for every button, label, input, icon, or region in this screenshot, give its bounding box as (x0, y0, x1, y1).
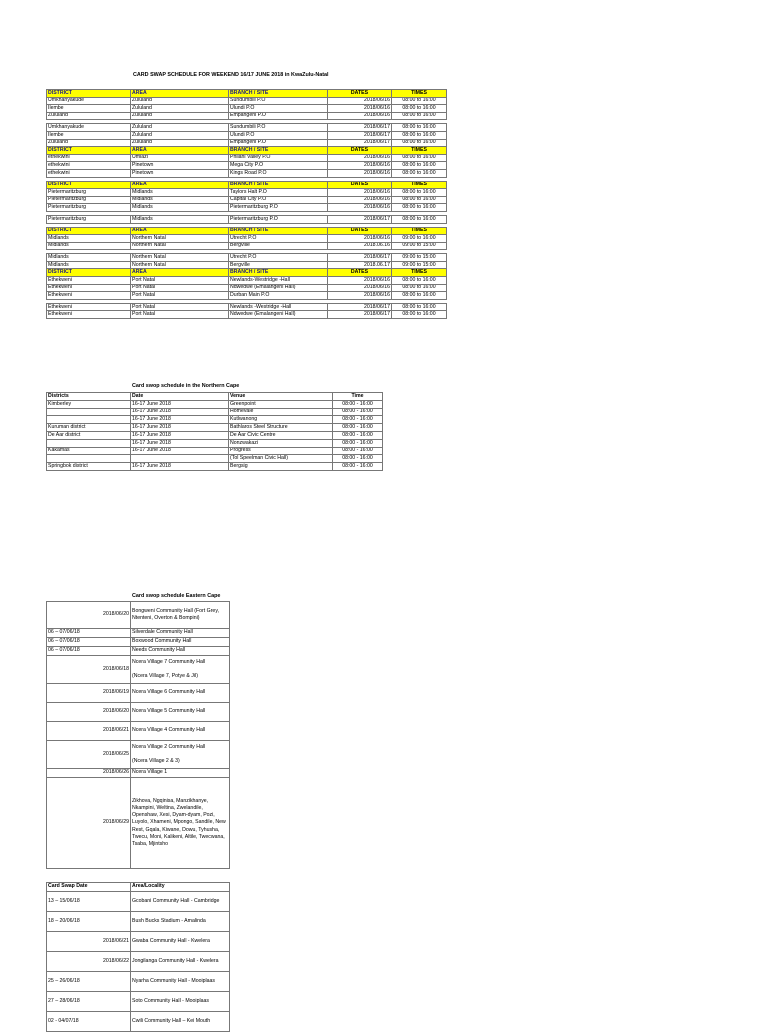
area-cell: Port Natal (131, 284, 229, 292)
date-cell: 2018/06/19 (47, 684, 131, 703)
time-cell: 08:00 - 16:00 (333, 455, 383, 463)
branch-cell: Ulundi P.O (229, 131, 328, 139)
column-header: Card Swap Date (47, 883, 131, 892)
table-header-row (47, 269, 447, 277)
branch-cell: Durban Main P.O (229, 292, 328, 300)
venue-cell: Nyarha Community Hall - Mooiplaas (131, 972, 230, 992)
table-row (47, 124, 447, 132)
time-cell: 08:00 - 16:00 (333, 408, 383, 416)
branch-cell: Bergville (229, 261, 328, 269)
column-header: TIMES (392, 147, 447, 155)
table-row (47, 463, 383, 471)
area-cell: Pinetown (131, 169, 229, 177)
area-cell: Midlands (131, 204, 229, 212)
district-cell: Pietermaritzburg (47, 215, 131, 223)
table-row (47, 778, 230, 869)
table-row (47, 303, 447, 311)
table-row (47, 416, 383, 424)
district-cell: Midlands (47, 261, 131, 269)
table-row (47, 647, 230, 656)
date-cell: 2018/06/16 (328, 97, 392, 105)
district-cell: Pietermaritzburg (47, 196, 131, 204)
time-cell: 08:00 to 16:00 (392, 154, 447, 162)
date-cell: 16-17 June 2018 (131, 400, 229, 408)
district-cell: Ethekweni (47, 292, 131, 300)
table-row (47, 656, 230, 684)
time-cell: 08:00 - 16:00 (333, 416, 383, 424)
time-cell: 08:00 to 16:00 (392, 139, 447, 147)
district-cell: De Aar district (47, 431, 131, 439)
district-cell: Midlands (47, 254, 131, 262)
column-header: BRANCH / SITE (229, 90, 328, 98)
table-row (47, 932, 230, 952)
time-cell: 08:00 - 16:00 (333, 424, 383, 432)
time-cell: 08:00 - 16:00 (333, 400, 383, 408)
date-cell (131, 455, 229, 463)
venue-cell: Boxwood Community Hall (131, 638, 230, 647)
column-header: DATES (328, 147, 392, 155)
table-row (47, 455, 383, 463)
table-row (47, 400, 383, 408)
column-header: Districts (47, 393, 131, 401)
date-cell: 16-17 June 2018 (131, 463, 229, 471)
table-row (47, 204, 447, 212)
date-cell: 2018/06/16 (328, 284, 392, 292)
venue-cell: Bergsig (229, 463, 333, 471)
area-cell: Midlands (131, 196, 229, 204)
column-header: DISTRICT (47, 147, 131, 155)
venue-cell: Ncera Village 2 Community Hall (Ncera Village 2 & 3) (131, 741, 230, 769)
table-row (47, 105, 447, 113)
district-cell: Springbok district (47, 463, 131, 471)
area-cell: Midlands (131, 189, 229, 197)
table-row (47, 162, 447, 170)
area-cell: Port Natal (131, 303, 229, 311)
venue-cell: De Aar Civic Centre (229, 431, 333, 439)
table-row (47, 684, 230, 703)
column-header: TIMES (392, 90, 447, 98)
time-cell: 08:00 - 16:00 (333, 431, 383, 439)
table-header-row (47, 147, 447, 155)
district-cell: Ilembe (47, 131, 131, 139)
date-cell: 2018/06/17 (328, 124, 392, 132)
district-cell (47, 416, 131, 424)
time-cell: 08:00 to 16:00 (392, 112, 447, 120)
ec-title: Card swop schedule Eastern Cape (132, 593, 221, 599)
table-row (47, 638, 230, 647)
time-cell: 08:00 to 16:00 (392, 105, 447, 113)
ec-cardswap-table (46, 882, 230, 1032)
area-cell: Midlands (131, 215, 229, 223)
venue-cell: Ncera Village 7 Community Hall (Ncera Village 7, Potye & Jil) (131, 656, 230, 684)
table-header-row (47, 883, 230, 892)
table-row (47, 447, 383, 455)
column-header: Time (333, 393, 383, 401)
date-cell: 16-17 June 2018 (131, 416, 229, 424)
time-cell: 08:00 to 16:00 (392, 131, 447, 139)
table-header-row (47, 227, 447, 235)
date-cell: 18 – 20/06/18 (47, 912, 131, 932)
table-header-row (47, 393, 383, 401)
time-cell: 08:00 to 16:00 (392, 292, 447, 300)
column-header: AREA (131, 147, 229, 155)
column-header: BRANCH / SITE (229, 269, 328, 277)
time-cell: 08:00 - 16:00 (333, 439, 383, 447)
district-cell: Umkhanyakude (47, 124, 131, 132)
area-cell: Port Natal (131, 311, 229, 319)
table-row (47, 972, 230, 992)
column-header: TIMES (392, 269, 447, 277)
column-header: DISTRICT (47, 90, 131, 98)
table-row (47, 97, 447, 105)
venue-cell: Gwaba Community Hall - Kwelera (131, 932, 230, 952)
area-cell: Northern Natal (131, 242, 229, 250)
table-row (47, 284, 447, 292)
district-cell: Midlands (47, 242, 131, 250)
column-header: Area/Locality (131, 883, 230, 892)
district-cell: Pietermaritzburg (47, 204, 131, 212)
venue-cell: Silverdale Community Hall (131, 629, 230, 638)
date-cell: 2018/06/16 (328, 154, 392, 162)
date-cell: 2018/06/26 (47, 769, 131, 778)
table-row (47, 741, 230, 769)
date-cell: 25 – 26/06/18 (47, 972, 131, 992)
area-cell: Umlazi (131, 154, 229, 162)
area-cell: Zululand (131, 139, 229, 147)
column-header: DATES (328, 227, 392, 235)
branch-cell: Capital City P.O (229, 196, 328, 204)
table-row (47, 722, 230, 741)
date-cell: 27 – 28/06/18 (47, 992, 131, 1012)
venue-cell: (Tol Speelman Civic Hall) (229, 455, 333, 463)
time-cell: 08:00 to 16:00 (392, 303, 447, 311)
date-cell: 2018/06/17 (328, 254, 392, 262)
date-cell: 2018/06/16 (328, 112, 392, 120)
nc-title: Card swop schedule in the Northern Cape (132, 383, 240, 389)
venue-cell: Cwili Community Hall – Kei Mouth (131, 1012, 230, 1032)
table-row (47, 242, 447, 250)
column-header: Date (131, 393, 229, 401)
venue-cell: Bongweni Community Hall (Fort Grey, Ntenteni, Overton & Bompini) (131, 602, 230, 629)
branch-cell: Newlands -Westridge -Hall (229, 303, 328, 311)
table-row (47, 277, 447, 285)
table-row (47, 629, 230, 638)
table-row (47, 112, 447, 120)
date-cell: 2018/06/17 (328, 311, 392, 319)
district-cell: Umkhanyakude (47, 97, 131, 105)
venue-cell: Homevale (229, 408, 333, 416)
branch-cell: Ndwedwe (Emalangeni Hall) (229, 284, 328, 292)
column-header: AREA (131, 269, 229, 277)
table-row (47, 196, 447, 204)
table-row (47, 424, 383, 432)
area-cell: Zululand (131, 112, 229, 120)
column-header: Venue (229, 393, 333, 401)
district-cell (47, 455, 131, 463)
district-cell: Kimberley (47, 400, 131, 408)
area-cell: Port Natal (131, 292, 229, 300)
table-row (47, 912, 230, 932)
branch-cell: Ulundi P.O (229, 105, 328, 113)
district-cell: Ethekweni (47, 303, 131, 311)
time-cell: 08:00 to 16:00 (392, 162, 447, 170)
branch-cell: Philani Valley P.O (229, 154, 328, 162)
table-row (47, 431, 383, 439)
area-cell: Zululand (131, 105, 229, 113)
district-cell: ethekwini (47, 154, 131, 162)
district-cell: Midlands (47, 235, 131, 243)
branch-cell: Sundumbili P.O (229, 97, 328, 105)
date-cell: 2018/06/18 (47, 656, 131, 684)
column-header: BRANCH / SITE (229, 147, 328, 155)
branch-cell: Utrecht P.O (229, 235, 328, 243)
venue-cell: Jongilanga Community Hall - Kwelera (131, 952, 230, 972)
branch-cell: Sundumbili P.O (229, 124, 328, 132)
table-row (47, 703, 230, 722)
time-cell: 08:00 to 16:00 (392, 277, 447, 285)
table-row (47, 1012, 230, 1032)
time-cell: 09:00 to 16:00 (392, 235, 447, 243)
date-cell: 2018/06/17 (328, 139, 392, 147)
venue-cell: Ncera Village 1 (131, 769, 230, 778)
date-cell: 2018/06/16 (328, 169, 392, 177)
time-cell: 08:00 to 16:00 (392, 204, 447, 212)
time-cell: 08:00 to 16:00 (392, 196, 447, 204)
table-row (47, 311, 447, 319)
branch-cell: Pietermaritzburg P.O (229, 215, 328, 223)
date-cell: 16-17 June 2018 (131, 431, 229, 439)
table-row (47, 292, 447, 300)
district-cell: Kakamas (47, 447, 131, 455)
time-cell: 09:00 to 15:00 (392, 261, 447, 269)
date-cell: 16-17 June 2018 (131, 408, 229, 416)
area-cell: Zululand (131, 131, 229, 139)
table-row (47, 769, 230, 778)
date-cell: 06 – 07/06/18 (47, 638, 131, 647)
area-cell: Port Natal (131, 277, 229, 285)
branch-cell: Ndwedwe (Emalangeni Hall) (229, 311, 328, 319)
table-row (47, 952, 230, 972)
table-row (47, 254, 447, 262)
table-row (47, 215, 447, 223)
district-cell: ethekwini (47, 169, 131, 177)
district-cell: Zululand (47, 139, 131, 147)
kzn-title: CARD SWAP SCHEDULE FOR WEEKEND 16/17 JUNE 2018 in KwaZulu-Natal (133, 72, 329, 78)
table-row (47, 189, 447, 197)
table-row (47, 139, 447, 147)
date-cell: 02 - 04/07/18 (47, 1012, 131, 1032)
table-row (47, 169, 447, 177)
area-cell: Zululand (131, 97, 229, 105)
time-cell: 08:00 to 16:00 (392, 284, 447, 292)
district-cell (47, 408, 131, 416)
date-cell: 2018/06/17 (328, 303, 392, 311)
district-cell: Ethekweni (47, 311, 131, 319)
venue-cell: Soto Community Hall - Mooiplaas (131, 992, 230, 1012)
table-header-row (47, 181, 447, 189)
branch-cell: Pietermaritzburg P.O (229, 204, 328, 212)
venue-cell: Ncera Village 6 Community Hall (131, 684, 230, 703)
date-cell: 2018/06/16 (328, 235, 392, 243)
date-cell: 06 – 07/06/18 (47, 647, 131, 656)
district-cell: Kuruman district (47, 424, 131, 432)
date-cell: 16-17 June 2018 (131, 439, 229, 447)
date-cell: 06 – 07/06/18 (47, 629, 131, 638)
area-cell: Northern Natal (131, 261, 229, 269)
date-cell: 2018/06/17 (328, 215, 392, 223)
ec-schedule-table (46, 601, 230, 869)
branch-cell: Mega City P.O (229, 162, 328, 170)
table-row (47, 892, 230, 912)
venue-cell: Zikhova, Ngqinisa, Manzikhanye, Nkampini, Weltina, Zwelandile, Openshaw, Xesi, Dyam-dyam, Pozi, Luyolo, Xhameni, Mpongo, Sandile, New Rest, Gqala, Kiwane, Dowu, Tyhusha, Twecu, Moni, Kalikeni, Altile, Twecwana, Tsaba, Mjintsho (131, 778, 230, 869)
branch-cell: Bergville (229, 242, 328, 250)
area-cell: Northern Natal (131, 235, 229, 243)
table-row (47, 154, 447, 162)
date-cell: 2018/06/25 (47, 741, 131, 769)
date-cell: 16-17 June 2018 (131, 424, 229, 432)
time-cell: 08:00 - 16:00 (333, 447, 383, 455)
table-row (47, 439, 383, 447)
date-cell: 2018/06/20 (47, 703, 131, 722)
date-cell: 2018/06/17 (328, 131, 392, 139)
time-cell: 08:00 to 16:00 (392, 169, 447, 177)
column-header: DISTRICT (47, 181, 131, 189)
table-row (47, 235, 447, 243)
column-header: DISTRICT (47, 227, 131, 235)
district-cell (47, 439, 131, 447)
table-row (47, 992, 230, 1012)
district-cell: Ethekweni (47, 277, 131, 285)
time-cell: 09:00 to 15:00 (392, 254, 447, 262)
area-cell: Northern Natal (131, 254, 229, 262)
date-cell: 2018/06/29 (47, 778, 131, 869)
branch-cell: Taylors Halt P.O (229, 189, 328, 197)
venue-cell: Gcobani Community Hall - Cambridge (131, 892, 230, 912)
column-header: DATES (328, 269, 392, 277)
time-cell: 08:00 to 16:00 (392, 189, 447, 197)
column-header: TIMES (392, 227, 447, 235)
date-cell: 2018/06/21 (47, 722, 131, 741)
time-cell: 08:00 - 16:00 (333, 463, 383, 471)
venue-cell: Bush Bucks Stadium - Amalinda (131, 912, 230, 932)
column-header: AREA (131, 227, 229, 235)
branch-cell: Empangeni P.O (229, 112, 328, 120)
venue-cell: Needs Community Hall (131, 647, 230, 656)
date-cell: 13 – 15/06/18 (47, 892, 131, 912)
column-header: AREA (131, 90, 229, 98)
time-cell: 08:00 to 16:00 (392, 311, 447, 319)
date-cell: 2018/06/21 (47, 932, 131, 952)
time-cell: 08:00 to 16:00 (392, 97, 447, 105)
district-cell: ethekwini (47, 162, 131, 170)
branch-cell: Empangeni P.O (229, 139, 328, 147)
date-cell: 2018/06/16 (328, 162, 392, 170)
venue-cell: Ncera Village 4 Community Hall (131, 722, 230, 741)
branch-cell: Newlands-Westridge -Hall (229, 277, 328, 285)
column-header: DATES (328, 181, 392, 189)
area-cell: Pinetown (131, 162, 229, 170)
date-cell: 2018.06.17 (328, 261, 392, 269)
venue-cell: Ncera Village 5 Community Hall (131, 703, 230, 722)
district-cell: Zululand (47, 112, 131, 120)
date-cell: 2018/06/16 (328, 189, 392, 197)
date-cell: 2018/06/16 (328, 277, 392, 285)
date-cell: 2018/06/16 (328, 105, 392, 113)
column-header: TIMES (392, 181, 447, 189)
branch-cell: Utrecht P.O (229, 254, 328, 262)
venue-cell: Nonzwakazi (229, 439, 333, 447)
date-cell: 2018/06/20 (47, 602, 131, 629)
area-cell: Zululand (131, 124, 229, 132)
table-row (47, 602, 230, 629)
date-cell: 16-17 June 2018 (131, 447, 229, 455)
district-cell: Ilembe (47, 105, 131, 113)
column-header: BRANCH / SITE (229, 181, 328, 189)
date-cell: 2018/06/16 (328, 204, 392, 212)
nc-schedule-table (46, 392, 383, 471)
column-header: DISTRICT (47, 269, 131, 277)
date-cell: 2018/06/16 (328, 292, 392, 300)
venue-cell: Progress (229, 447, 333, 455)
date-cell: 2018/06/16 (328, 196, 392, 204)
table-header-row (47, 90, 447, 98)
district-cell: Pietermaritzburg (47, 189, 131, 197)
table-row (47, 408, 383, 416)
venue-cell: Bathlaros Steel Structure (229, 424, 333, 432)
time-cell: 08:00 to 16:00 (392, 124, 447, 132)
column-header: DATES (328, 90, 392, 98)
venue-cell: Kutlwanong (229, 416, 333, 424)
date-cell: 2018/06/22 (47, 952, 131, 972)
venue-cell: Greenpoint (229, 400, 333, 408)
date-cell: 2018.06.16 (328, 242, 392, 250)
kzn-schedule-table (46, 89, 447, 319)
time-cell: 09:00 to 15:00 (392, 242, 447, 250)
table-row (47, 261, 447, 269)
column-header: BRANCH / SITE (229, 227, 328, 235)
branch-cell: Kings Road P.O (229, 169, 328, 177)
time-cell: 08:00 to 16:00 (392, 215, 447, 223)
district-cell: Ethekweni (47, 284, 131, 292)
table-row (47, 131, 447, 139)
column-header: AREA (131, 181, 229, 189)
